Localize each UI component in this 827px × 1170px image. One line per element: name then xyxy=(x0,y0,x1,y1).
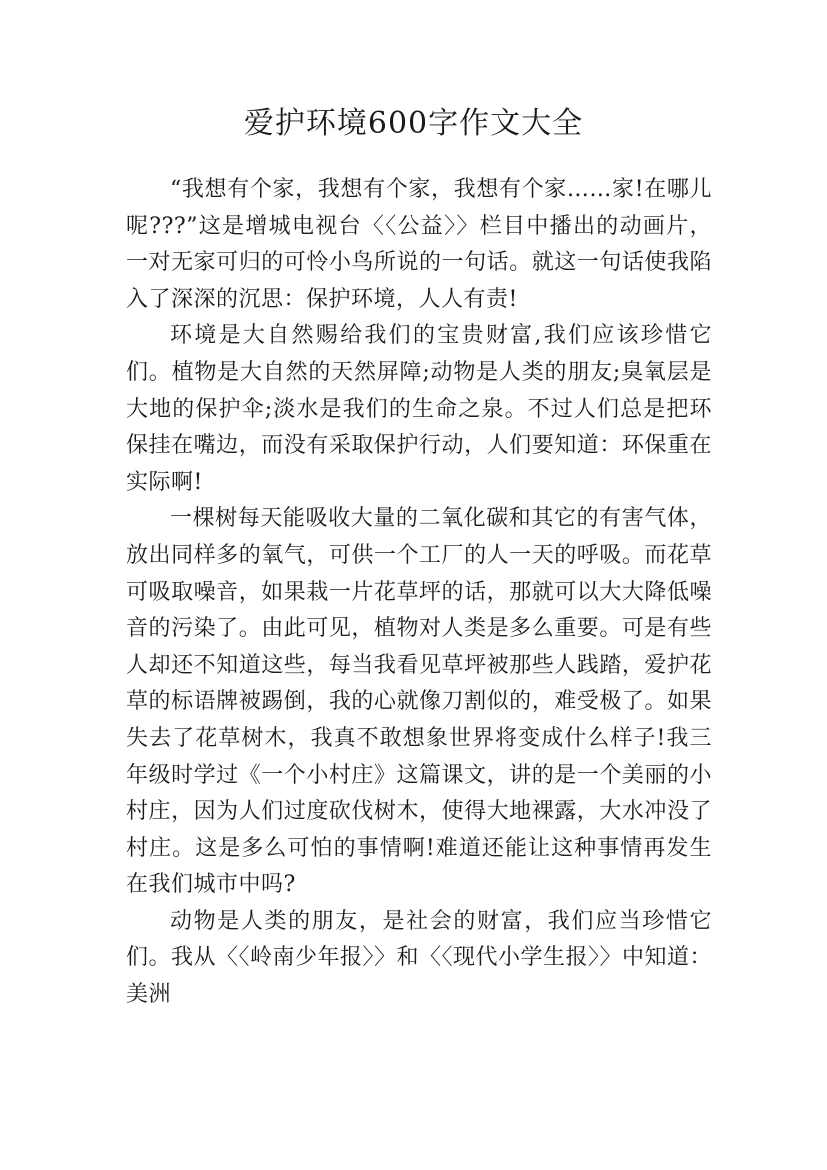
paragraph-4: 动物是人类的朋友，是社会的财富，我们应当珍惜它们。我从〈〈岭南少年报〉〉和〈〈现代小学生报〉〉中知道：美洲 xyxy=(126,908,713,1008)
paragraph-1: “我想有个家，我想有个家，我想有个家……家!在哪儿呢???”这是增城电视台〈〈公益〉〉栏目中播出的动画片，一对无家可归的可怜小鸟所说的一句话。就这一句话使我陷入了深深的沉思：保护环境，人人有责! xyxy=(126,177,712,312)
document-body xyxy=(126,172,712,1014)
document-title: 爱护环境600字作文大全 xyxy=(243,106,584,141)
paragraph-2: 环境是大自然赐给我们的宝贵财富,我们应该珍惜它们。植物是大自然的天然屏障;动物是人类的朋友;臭氧层是大地的保护伞;淡水是我们的生命之泉。不过人们总是把环保挂在嘴边，而没有采取保护行动，人们要知道：环保重在实际啊! xyxy=(126,323,712,495)
paragraph-3: 一棵树每天能吸收大量的二氧化碳和其它的有害气体，放出同样多的氧气，可供一个工厂的人一天的呼吸。而花草可吸取噪音，如果栽一片花草坪的话，那就可以大大降低噪音的污染了。由此可见，植物对人类是多么重要。可是有些人却还不知道这些，每当我看见草坪被那些人践踏，爱护花草的标语牌被踢倒，我的心就像刀割似的，难受极了。如果失去了花草树木，我真不敢想象世界将变成什么样子!我三年级时学过《一个小村庄》这篇课文，讲的是一个美丽的小村庄，因为人们过度砍伐树木，使得大地裸露，大水冲没了村庄。这是多么可怕的事情啊!难道还能让这种事情再发生在我们城市中吗? xyxy=(126,506,712,898)
